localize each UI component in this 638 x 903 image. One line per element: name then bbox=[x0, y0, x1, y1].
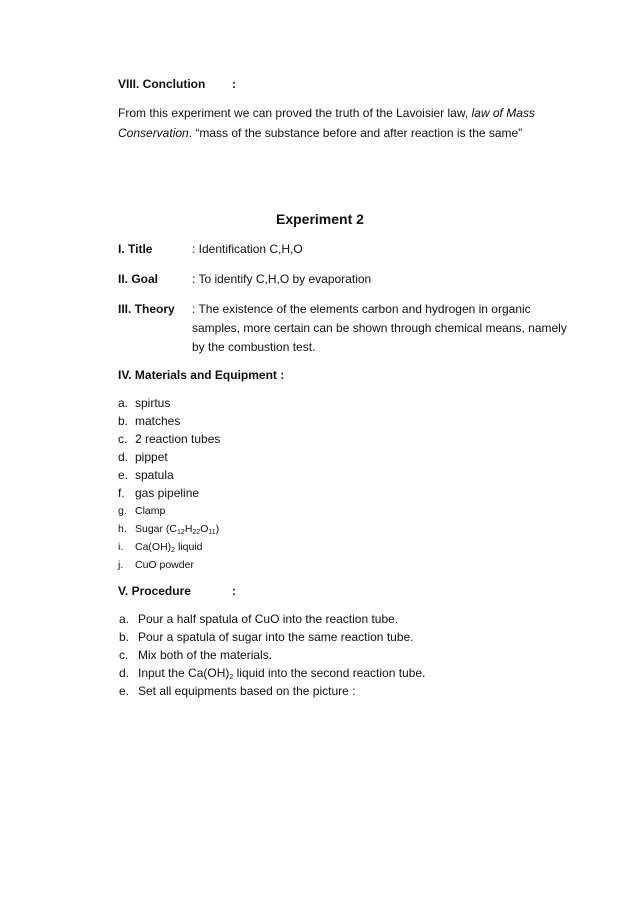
conclusion-line-2 bbox=[118, 126, 522, 140]
procedure-step-e: Set all equipments based on the picture : bbox=[138, 684, 356, 698]
list-item bbox=[118, 541, 123, 553]
material-spatula: spatula bbox=[135, 468, 174, 482]
list-letter: d. bbox=[118, 450, 129, 464]
theory-line-3: by the combustion test. bbox=[192, 340, 316, 354]
subscript: 2 bbox=[229, 674, 234, 681]
conservation-italic: Conservation bbox=[118, 126, 189, 140]
procedure-step-a: Pour a half spatula of CuO into the reaction tube. bbox=[138, 612, 399, 626]
conclusion-line-1 bbox=[118, 106, 535, 120]
sugar-text: Sugar (C bbox=[135, 523, 178, 535]
list-letter: d. bbox=[119, 666, 130, 680]
conclusion-colon: : bbox=[232, 77, 236, 91]
caoh-text: Ca(OH) bbox=[135, 541, 172, 553]
conclusion-text-a: From this experiment we can proved the truth of the Lavoisier law, bbox=[118, 106, 472, 120]
title-label: I. Title bbox=[118, 242, 153, 256]
procedure-heading: V. Procedure bbox=[118, 584, 191, 598]
material-caoh bbox=[135, 541, 203, 553]
material-spirtus: spirtus bbox=[135, 396, 171, 410]
list-item bbox=[119, 666, 129, 680]
material-clamp: Clamp bbox=[135, 505, 166, 517]
step-d-text: liquid into the second reaction tube. bbox=[233, 666, 426, 680]
experiment-title: Experiment 2 bbox=[276, 211, 364, 227]
list-letter: e. bbox=[119, 684, 130, 698]
subscript: 11 bbox=[208, 529, 216, 536]
list-item bbox=[118, 450, 128, 464]
law-of-mass-italic: law of Mass bbox=[471, 106, 535, 120]
conclusion-text-b: . “mass of the substance before and after reaction is the same” bbox=[188, 126, 523, 140]
sugar-text: H bbox=[184, 523, 193, 535]
procedure-step-b: Pour a spatula of sugar into the same reaction tube. bbox=[138, 630, 414, 644]
goal-value: : To identify C,H,O by evaporation bbox=[192, 272, 372, 286]
list-item bbox=[119, 612, 129, 626]
list-letter: j. bbox=[118, 559, 124, 571]
list-letter: e. bbox=[118, 468, 129, 482]
title-value: : Identification C,H,O bbox=[192, 242, 303, 256]
theory-label: III. Theory bbox=[118, 302, 175, 316]
list-item bbox=[119, 648, 128, 662]
list-item bbox=[118, 396, 128, 410]
procedure-step-d bbox=[138, 666, 425, 680]
list-item bbox=[119, 684, 129, 698]
list-item bbox=[119, 630, 129, 644]
list-letter: i. bbox=[118, 541, 124, 553]
list-letter: h. bbox=[118, 523, 127, 535]
list-item bbox=[118, 523, 127, 535]
list-letter: g. bbox=[118, 505, 127, 517]
goal-label: II. Goal bbox=[118, 272, 159, 286]
materials-heading: IV. Materials and Equipment : bbox=[118, 368, 285, 382]
list-item bbox=[118, 468, 128, 482]
theory-line-1: : The existence of the elements carbon and hydrogen in organic bbox=[192, 302, 531, 316]
material-sugar bbox=[135, 523, 219, 535]
step-d-text: Input the Ca(OH) bbox=[138, 666, 230, 680]
list-item bbox=[118, 486, 125, 500]
sugar-text: O bbox=[200, 523, 209, 535]
procedure-colon: : bbox=[232, 584, 236, 598]
list-item bbox=[118, 414, 128, 428]
list-letter: f. bbox=[118, 486, 125, 500]
material-gas-pipeline: gas pipeline bbox=[135, 486, 200, 500]
material-cuo: CuO powder bbox=[135, 559, 194, 571]
conclusion-heading: VIII. Conclution bbox=[118, 77, 206, 91]
subscript: 12 bbox=[177, 529, 185, 536]
list-item bbox=[118, 559, 123, 571]
list-letter: a. bbox=[118, 396, 129, 410]
caoh-text: liquid bbox=[175, 541, 203, 553]
subscript: 2 bbox=[171, 547, 176, 554]
list-item bbox=[118, 432, 127, 446]
sugar-text: ) bbox=[215, 523, 220, 535]
procedure-step-c: Mix both of the materials. bbox=[138, 648, 273, 662]
list-letter: b. bbox=[118, 414, 129, 428]
list-letter: c. bbox=[118, 432, 128, 446]
list-letter: c. bbox=[119, 648, 129, 662]
list-letter: b. bbox=[119, 630, 130, 644]
material-reaction-tubes: 2 reaction tubes bbox=[135, 432, 221, 446]
list-item bbox=[118, 505, 127, 517]
material-matches: matches bbox=[135, 414, 181, 428]
material-pippet: pippet bbox=[135, 450, 168, 464]
subscript: 22 bbox=[192, 529, 201, 536]
list-letter: a. bbox=[119, 612, 130, 626]
theory-line-2: samples, more certain can be shown through chemical means, namely bbox=[192, 321, 567, 335]
